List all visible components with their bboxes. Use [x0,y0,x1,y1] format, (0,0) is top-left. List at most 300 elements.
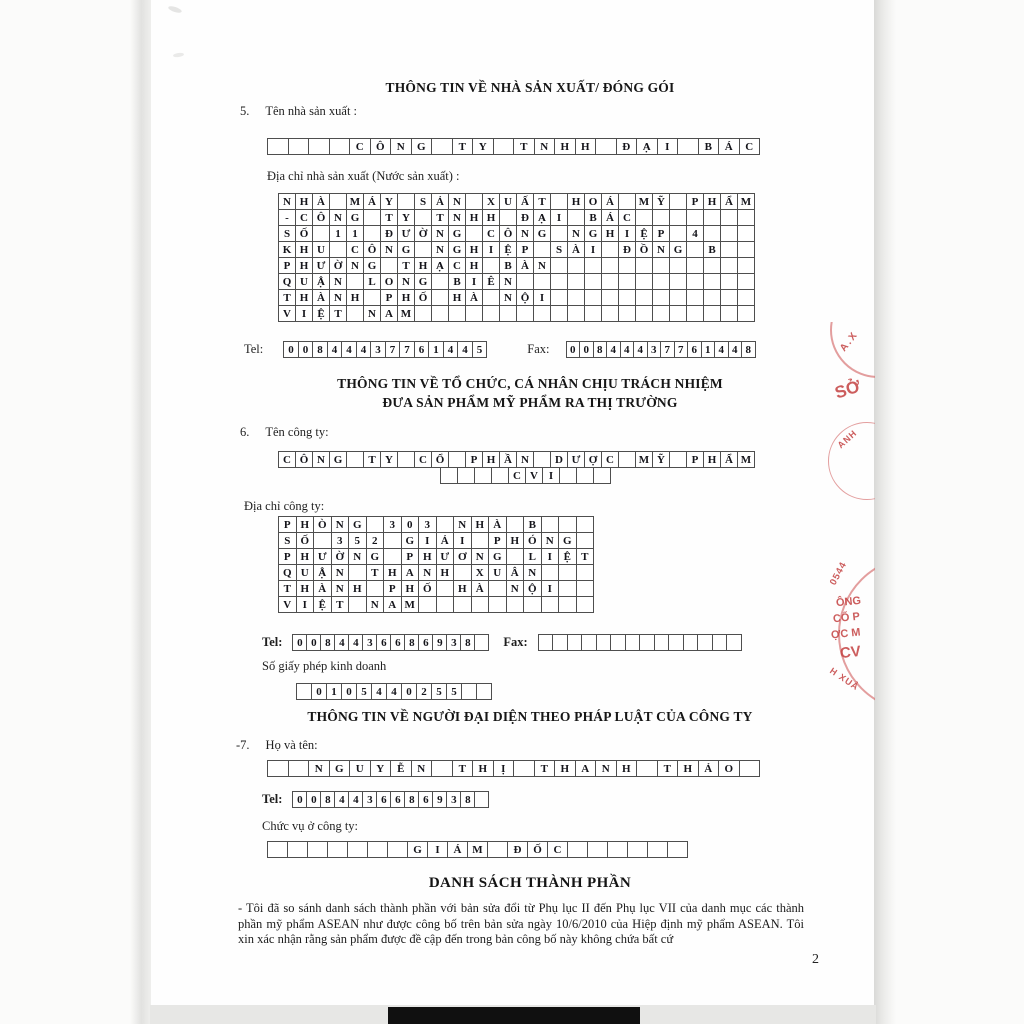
grid-cell [703,225,721,242]
grid-cell: T [278,289,296,306]
grid-cell [601,273,619,290]
grid-cell: 5 [356,683,372,700]
grid-cell: Đ [618,241,636,258]
grid-cell: Ệ [558,548,577,565]
grid-cell: 5 [446,683,462,700]
grid-cell: Ợ [584,451,602,468]
grid-cell [506,548,525,565]
grid-cell [453,564,472,581]
grid-row [267,841,688,858]
grid-cell [550,193,568,210]
grid-row [278,209,755,226]
grid-cell [669,451,687,468]
grid-cell: 0 [306,791,321,808]
grid-cell [288,760,310,777]
grid-cell: Ạ [431,257,449,274]
grid-cell [313,532,332,549]
grid-cell: Ò [313,516,332,533]
grid-cell: C [346,241,364,258]
manufacturer-address-grid [278,193,755,322]
grid-cell: Ơ [453,548,472,565]
scan-edge-right [874,0,896,1024]
grid-cell [431,138,453,155]
grid-cell [383,548,402,565]
grid-cell [618,451,636,468]
grid-cell: U [312,241,330,258]
grid-cell: I [427,841,448,858]
item-number-7: -7. [236,738,250,752]
grid-cell: C [295,209,313,226]
grid-cell [550,289,568,306]
grid-cell [737,257,755,274]
grid-cell [499,305,517,322]
grid-cell: H [465,241,483,258]
grid-cell [686,273,704,290]
grid-row [292,634,489,651]
grid-cell [669,273,687,290]
grid-cell: H [616,760,638,777]
grid-cell: T [452,760,474,777]
grid-cell: Đ [616,138,638,155]
grid-cell: Ờ [331,548,350,565]
grid-cell: N [534,138,556,155]
grid-cell: Ả [698,760,720,777]
manufacturer-section-title: THÔNG TIN VỀ NHÀ SẢN XUẤT/ ĐÓNG GÓI [385,80,675,95]
grid-cell: Ố [527,841,548,858]
grid-cell: I [541,580,560,597]
grid-cell [584,305,602,322]
grid-cell: Ầ [499,451,517,468]
grid-cell: Y [472,138,494,155]
grid-cell: 7 [399,341,415,358]
grid-cell: 4 [371,683,387,700]
grid-cell [576,467,594,484]
grid-row [278,467,755,484]
grid-cell [686,209,704,226]
grid-cell: Â [506,564,525,581]
grid-cell [296,683,312,700]
grid-cell: T [380,209,398,226]
grid-cell: B [448,273,466,290]
grid-cell: L [523,548,542,565]
grid-cell: 0 [579,341,594,358]
grid-cell: T [657,760,679,777]
grid-cell [431,305,449,322]
grid-row [278,451,755,468]
grid-cell: N [516,225,534,242]
grid-cell: H [482,451,500,468]
grid-cell: 0 [401,516,420,533]
grid-cell [652,257,670,274]
stamp-text-fragment: ÔNG [835,594,862,610]
grid-cell: G [414,273,432,290]
grid-cell: 3 [362,791,377,808]
grid-cell: Ậ [313,564,332,581]
grid-cell [567,209,585,226]
grid-cell: N [499,289,517,306]
grid-cell: I [584,241,602,258]
grid-cell: 8 [320,791,335,808]
grid-row [566,341,756,358]
grid-cell [474,791,489,808]
grid-cell: 6 [390,634,405,651]
grid-cell: Ễ [390,760,412,777]
grid-cell: I [541,548,560,565]
manufacturer-name-grid [267,138,760,155]
grid-cell [669,225,687,242]
grid-cell: Đ [507,841,528,858]
grid-cell: À [471,580,490,597]
grid-cell [703,273,721,290]
grid-cell: T [576,548,595,565]
grid-cell: Ổ [431,451,449,468]
grid-cell: M [737,451,755,468]
grid-cell [440,467,458,484]
grid-cell: G [329,760,351,777]
grid-cell [487,841,508,858]
grid-cell: K [278,241,296,258]
grid-cell [414,241,432,258]
grid-cell: 4 [606,341,621,358]
grid-cell: 4 [633,341,648,358]
grid-cell: 6 [390,791,405,808]
grid-cell [686,289,704,306]
grid-cell: C [618,209,636,226]
grid-row [278,596,594,613]
grid-cell: 4 [443,341,459,358]
grid-cell [436,580,455,597]
grid-cell: U [488,564,507,581]
grid-cell: P [380,289,398,306]
grid-cell: 1 [428,341,444,358]
grid-cell: C [601,451,619,468]
grid-cell: T [452,138,474,155]
grid-cell: N [363,305,381,322]
grid-cell: Ậ [312,273,330,290]
grid-cell: 7 [674,341,689,358]
grid-cell [348,596,367,613]
grid-cell: 3 [446,634,461,651]
grid-cell: 4 [728,341,743,358]
grid-cell: N [411,760,433,777]
grid-cell [669,289,687,306]
grid-cell [308,138,330,155]
grid-cell [737,289,755,306]
grid-cell [550,257,568,274]
grid-row [267,760,760,777]
grid-cell [576,516,595,533]
grid-cell [488,596,507,613]
grid-cell: H [418,548,437,565]
grid-cell: N [533,257,551,274]
grid-cell: H [383,564,402,581]
grid-cell: S [278,532,297,549]
manufacturer-tel-label: Tel: [244,342,264,356]
grid-cell [595,138,617,155]
grid-cell: Ị [493,760,515,777]
grid-cell [567,273,585,290]
grid-cell [471,596,490,613]
grid-cell [635,289,653,306]
grid-cell: À [488,516,507,533]
grid-row [267,138,760,155]
grid-row [278,532,594,549]
grid-cell: 7 [660,341,675,358]
grid-cell [635,305,653,322]
grid-cell: L [363,273,381,290]
grid-cell [567,289,585,306]
grid-cell: G [584,225,602,242]
grid-cell: G [363,257,381,274]
grid-cell: Ư [312,257,330,274]
responsible-title-line1: THÔNG TIN VỀ TỔ CHỨC, CÁ NHÂN CHỊU TRÁCH NHIỆM [337,376,723,391]
grid-cell [601,305,619,322]
grid-row [278,516,594,533]
grid-cell: H [414,257,432,274]
grid-cell [538,634,554,651]
stamp-text-fragment: A.X [838,329,861,354]
company-tel-label: Tel: [262,635,283,649]
grid-cell: G [448,241,466,258]
grid-cell: 4 [348,791,363,808]
grid-row [278,257,755,274]
grid-cell: P [278,257,296,274]
stamp-text-fragment: SỞ [832,376,863,403]
business-license-grid [296,683,492,700]
grid-cell [348,564,367,581]
grid-cell: 8 [460,634,475,651]
grid-cell [601,257,619,274]
grid-cell: G [488,548,507,565]
grid-cell: Ạ [533,209,551,226]
grid-cell [465,193,483,210]
grid-cell [618,257,636,274]
grid-cell: S [278,225,296,242]
grid-cell [347,841,368,858]
grid-cell: C [414,451,432,468]
grid-cell: A [401,564,420,581]
grid-cell [668,634,684,651]
company-fax-label: Fax: [503,635,528,649]
grid-cell: C [508,467,526,484]
grid-cell: N [471,548,490,565]
grid-row [278,580,594,597]
grid-cell [559,467,577,484]
grid-cell [461,683,477,700]
item-number-5: 5. [240,104,250,118]
grid-cell [267,760,289,777]
grid-cell [552,634,568,651]
grid-cell [414,209,432,226]
grid-cell: 0 [283,341,299,358]
grid-cell [550,273,568,290]
grid-cell [499,209,517,226]
grid-cell [491,467,509,484]
grid-cell: H [465,209,483,226]
grid-cell: O [718,760,740,777]
grid-cell [677,138,699,155]
grid-cell: H [554,138,576,155]
grid-cell: N [652,241,670,258]
grid-cell [431,289,449,306]
grid-row [278,273,755,290]
grid-cell: Ả [436,532,455,549]
grid-cell: M [737,193,755,210]
grid-cell: G [401,532,420,549]
grid-cell: M [401,596,420,613]
grid-cell: T [533,193,551,210]
grid-cell: I [482,241,500,258]
grid-cell: C [349,138,371,155]
grid-cell [414,305,432,322]
grid-cell: A [575,760,597,777]
grid-cell [436,596,455,613]
grid-row [538,634,742,651]
grid-cell: Ô [363,241,381,258]
grid-cell: 0 [401,683,417,700]
stamp-text-fragment: ỢC M [830,626,862,642]
grid-cell: G [558,532,577,549]
grid-cell [703,305,721,322]
grid-cell [669,257,687,274]
grid-cell [465,225,483,242]
grid-cell [465,305,483,322]
grid-cell: 2 [416,683,432,700]
grid-cell: T [513,138,535,155]
grid-cell: I [296,596,315,613]
grid-row [278,548,594,565]
grid-cell: N [567,225,585,242]
grid-cell [482,305,500,322]
company-name-label: Tên công ty: [265,425,329,439]
grid-cell [703,209,721,226]
grid-cell: Ê [482,273,500,290]
grid-cell [346,451,364,468]
grid-cell: 0 [341,683,357,700]
grid-cell: 6 [376,791,391,808]
grid-cell: H [346,289,364,306]
representative-name-grid [267,760,760,777]
grid-cell: 8 [320,634,335,651]
ingredients-section-title: DANH SÁCH THÀNH PHẦN [428,875,632,891]
grid-cell [558,596,577,613]
grid-cell: G [366,548,385,565]
ingredients-declaration-paragraph: - Tôi đã so sánh danh sách thành phần với bản sửa đổi từ Phụ lục II đến Phụ lục VII của danh mục các thành phần mỹ phẩm ASEAN như được công bố trên bản sửa ngày 10/6/2010 của Hiệp định mỹ phẩm ASEAN. Tôi xin xác nhận rằng sản phẩm được đề cập đến trong bản công bố này không chứa bất cứ [238,901,804,947]
grid-cell [488,580,507,597]
grid-cell: Ố [295,225,313,242]
grid-cell [635,257,653,274]
grid-cell [669,305,687,322]
stamp-text-fragment: ANH [835,427,859,451]
grid-cell [581,634,597,651]
grid-cell [567,257,585,274]
grid-cell: Ỹ [652,451,670,468]
grid-cell: B [584,209,602,226]
grid-cell: T [329,305,347,322]
grid-cell: Ờ [329,257,347,274]
grid-cell: P [686,451,704,468]
grid-cell [607,841,628,858]
grid-cell: Ẩ [720,451,738,468]
grid-cell: H [453,580,472,597]
grid-cell: P [516,241,534,258]
grid-cell: T [331,596,350,613]
grid-cell [686,305,704,322]
grid-cell: H [482,209,500,226]
grid-cell: P [383,580,402,597]
grid-cell: Ả [431,193,449,210]
grid-cell: H [348,580,367,597]
grid-cell [737,225,755,242]
grid-cell [576,532,595,549]
grid-cell [737,241,755,258]
grid-cell [541,596,560,613]
grid-cell [720,289,738,306]
grid-cell [312,225,330,242]
grid-cell: 1 [346,225,364,242]
grid-cell [618,193,636,210]
grid-cell: P [465,451,483,468]
grid-cell [667,841,688,858]
grid-cell: 8 [460,791,475,808]
grid-cell: G [448,225,466,242]
grid-cell: 0 [566,341,581,358]
grid-cell [647,841,668,858]
grid-cell: 3 [370,341,386,358]
grid-cell [307,841,328,858]
grid-cell [558,564,577,581]
grid-cell [636,760,658,777]
grid-cell: T [397,257,415,274]
grid-cell: H [436,564,455,581]
grid-cell [482,257,500,274]
grid-cell [576,564,595,581]
grid-cell: N [329,273,347,290]
grid-cell [533,305,551,322]
grid-cell: G [346,209,364,226]
grid-cell: N [380,241,398,258]
manufacturer-tel-grid [283,341,487,358]
grid-cell: N [308,760,330,777]
grid-cell: 6 [376,634,391,651]
grid-cell: Ố [296,532,315,549]
company-address-label: Địa chỉ công ty: [244,499,325,513]
grid-cell: U [499,193,517,210]
grid-cell: N [331,564,350,581]
grid-cell: Ô [499,225,517,242]
grid-cell: N [397,273,415,290]
grid-cell [584,273,602,290]
grid-cell: 0 [298,341,314,358]
grid-cell: 6 [418,791,433,808]
grid-cell: H [296,516,315,533]
grid-cell: I [550,209,568,226]
grid-cell: T [534,760,556,777]
grid-cell [703,257,721,274]
grid-row [278,289,755,306]
grid-cell [683,634,699,651]
grid-cell: N [516,451,534,468]
stamp-text-fragment: CV [839,642,862,663]
grid-row [296,683,492,700]
grid-cell: G [329,451,347,468]
grid-cell [639,634,655,651]
grid-cell: Á [447,841,468,858]
grid-cell: 9 [432,634,447,651]
grid-cell [366,516,385,533]
grid-cell: À [465,289,483,306]
grid-cell: Ô [312,209,330,226]
